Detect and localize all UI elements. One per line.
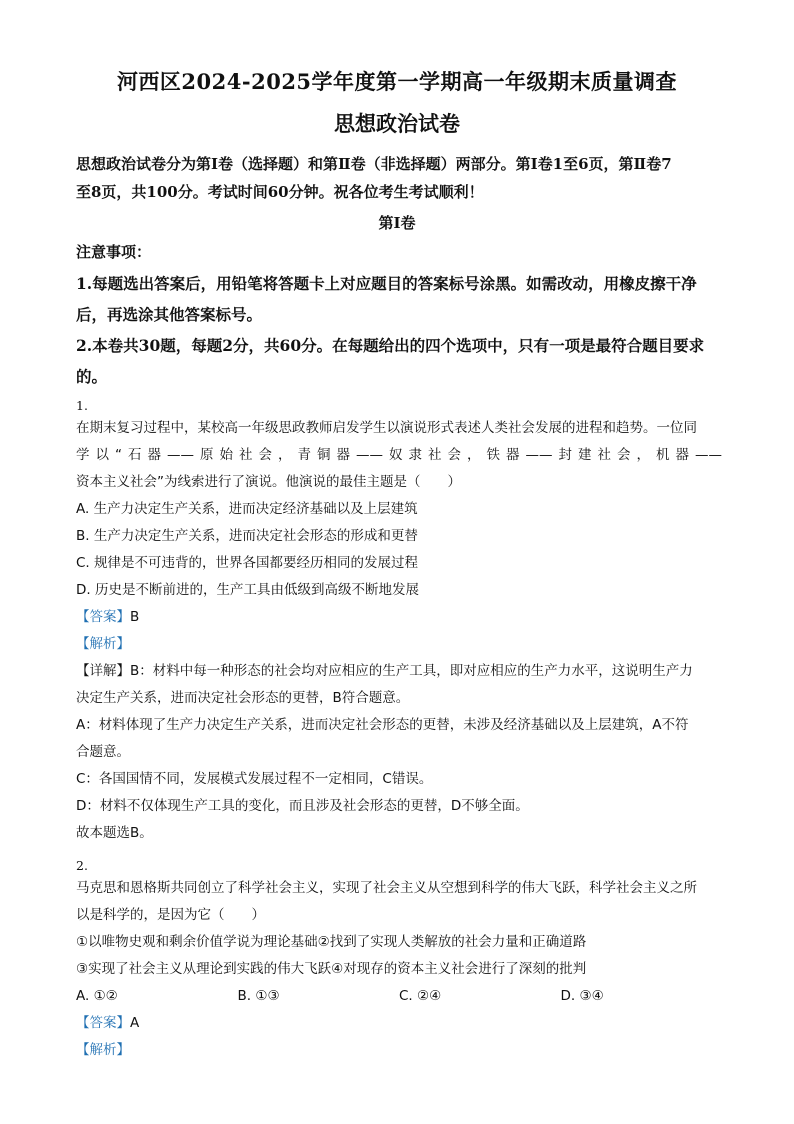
question-stem-line: 以是科学的，是因为它（ ）: [76, 907, 265, 923]
option-b: B. 生产力决定生产关系，进而决定社会形态的形成和更替: [76, 528, 418, 544]
answer-line: [76, 604, 722, 631]
notice-heading: 注意事项：: [76, 243, 152, 261]
detail-line: 决定生产关系，进而决定社会形态的更替，B符合题意。: [76, 690, 410, 706]
notice-item-2-line-1: 2.本卷共30题，每题2分，共60分。在每题给出的四个选项中，只有一项是最符合题目要求: [76, 336, 705, 355]
answer-tag: 【答案】: [76, 1015, 130, 1031]
exam-intro: [76, 150, 726, 206]
conclusion-line: 故本题选B。: [76, 825, 153, 841]
option-a: A. ①②: [76, 988, 118, 1004]
statement-line: ③实现了社会主义从理论到实践的伟大飞跃④对现存的资本主义社会进行了深刻的批判: [76, 961, 587, 977]
answer-tag: 【答案】: [76, 609, 130, 625]
answer-value: B: [130, 609, 140, 625]
option-a: A. 生产力决定生产关系，进而决定经济基础以及上层建筑: [76, 501, 418, 517]
notice-item-1-line-2: 后，再选涂其他答案标号。: [76, 305, 263, 324]
question-2: [76, 857, 722, 1064]
analysis-a-line: 合题意。: [76, 744, 130, 760]
option-b: B. ①③: [237, 988, 280, 1004]
notice-item-1: [76, 268, 726, 330]
detail-line: [76, 658, 722, 685]
notice-item-1-line-1: 1.每题选出答案后，用铅笔将答题卡上对应题目的答案标号涂黑。如需改动，用橡皮擦干净: [76, 274, 697, 293]
volume-title: 第Ⅰ卷: [378, 214, 416, 232]
question-stem-line: 学以“石器——原始社会，青铜器——奴隶社会，铁器——封建社会，机器——: [76, 447, 722, 463]
question-stem-line: 马克思和恩格斯共同创立了科学社会主义，实现了社会主义从空想到科学的伟大飞跃，科学社会主义之所: [76, 880, 697, 896]
option-c: C. 规律是不可违背的，世界各国都要经历相同的发展过程: [76, 555, 419, 571]
analysis-d-line: D：材料不仅体现生产工具的变化，而且涉及社会形态的更替，D不够全面。: [76, 798, 529, 814]
statement-line: ①以唯物史观和剩余价值学说为理论基础②找到了实现人类解放的社会力量和正确道路: [76, 934, 587, 950]
exam-title: 河西区2024-2025学年度第一学期高一年级期末质量调查: [116, 69, 678, 94]
question-1: [76, 397, 722, 847]
analysis-tag: 【解析】: [76, 636, 130, 652]
question-number: 2.: [76, 858, 88, 873]
option-d: D. 历史是不断前进的，生产工具由低级到高级不断地发展: [76, 582, 419, 598]
answer-line: [76, 1010, 722, 1037]
analysis-tag: 【解析】: [76, 1042, 130, 1058]
analysis-a-line: A：材料体现了生产力决定生产关系，进而决定社会形态的更替，未涉及经济基础以及上层建筑，A不符: [76, 717, 689, 733]
detail-tag: 【详解】: [76, 663, 130, 679]
detail-text: B：材料中每一种形态的社会均对应相应的生产工具，即对应相应的生产力水平，这说明生产力: [130, 663, 693, 679]
notice-item-2-line-2: 的。: [76, 367, 108, 386]
question-stem-line: 在期末复习过程中，某校高一年级思政教师启发学生以演说形式表述人类社会发展的进程和趋势。一位同: [76, 420, 697, 436]
question-stem-line: 资本主义社会”为线索进行了演说。他演说的最佳主题是（ ）: [76, 474, 461, 490]
intro-line-2: 至8页，共100分。考试时间60分钟。祝各位考生考试顺利！: [76, 183, 484, 201]
analysis-c-line: C：各国国情不同，发展模式发展过程不一定相同，C错误。: [76, 771, 433, 787]
exam-subtitle: 思想政治试卷: [334, 111, 460, 136]
options-row: [76, 983, 722, 1010]
option-d: D. ③④: [560, 988, 604, 1004]
option-c: C. ②④: [399, 988, 442, 1004]
notice-item-2: [76, 330, 726, 392]
question-number: 1.: [76, 398, 88, 413]
answer-value: A: [130, 1015, 140, 1031]
intro-line-1: 思想政治试卷分为第Ⅰ卷（选择题）和第Ⅱ卷（非选择题）两部分。第Ⅰ卷1至6页，第Ⅱ卷7: [76, 155, 672, 173]
